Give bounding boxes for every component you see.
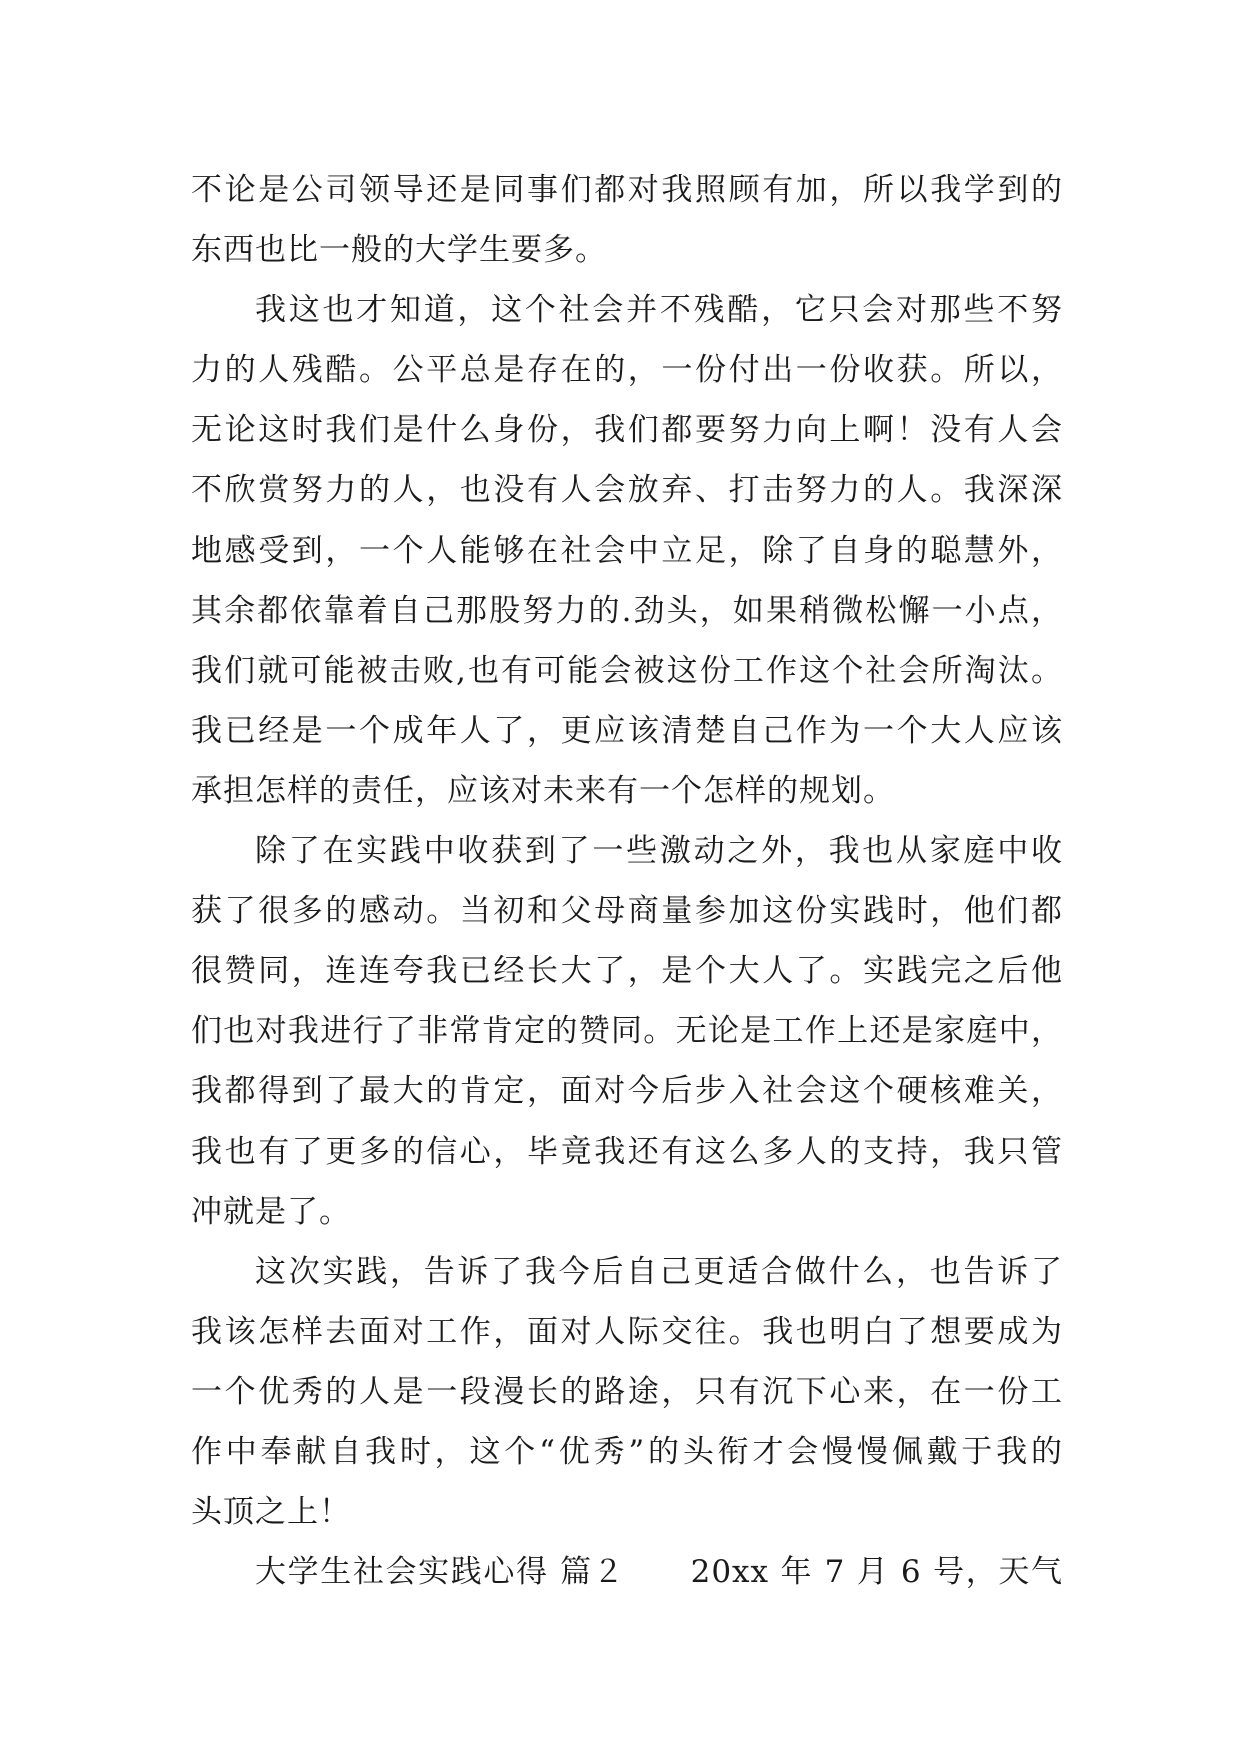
text-line: 其余都依靠着自己那股努力的.劲头，如果稍微松懈一小点， [191,592,1063,629]
text-line: 不论是公司领导还是同事们都对我照顾有加，所以我学到的 [191,172,1063,208]
text-line: 我都得到了最大的肯定，面对今后步入社会这个硬核难关， [191,1073,1063,1110]
text-line: 不欣赏努力的人，也没有人会放弃、打击努力的人。我深深 [191,472,1063,509]
text-line: 一个优秀的人是一段漫长的路途，只有沉下心来，在一份工 [191,1373,1063,1410]
text-line: 力的人残酷。公平总是存在的，一份付出一份收获。所以， [191,352,1063,389]
text-line: 我们就可能被击败,也有可能会被这份工作这个社会所淘汰。 [191,652,1063,689]
text-line: 东西也比一般的大学生要多。 [191,232,607,269]
body-text [191,160,1063,1602]
paragraph-first-line: 我这也才知道，这个社会并不残酷，它只会对那些不努 [255,292,1063,329]
text-line: 们也对我进行了非常肯定的赞同。无论是工作上还是家庭中， [191,1013,1063,1050]
text-line: 地感受到，一个人能够在社会中立足，除了自身的聪慧外， [191,532,1063,569]
text-line: 无论这时我们是什么身份，我们都要努力向上啊！没有人会 [191,412,1063,449]
text-line: 冲就是了。 [191,1193,351,1230]
text-line: 我已经是一个成年人了，更应该清楚自己作为一个大人应该 [191,712,1063,749]
paragraph-first-line: 这次实践，告诉了我今后自己更适合做什么，也告诉了 [255,1253,1063,1290]
text-line: 获了很多的感动。当初和父母商量参加这份实践时，他们都 [191,893,1063,930]
text-line: 承担怎样的责任，应该对未来有一个怎样的规划。 [191,772,895,809]
text-line: 我也有了更多的信心，毕竟我还有这么多人的支持，我只管 [191,1133,1063,1170]
paragraph-first-line: 除了在实践中收获到了一些激动之外，我也从家庭中收 [255,833,1063,870]
text-line: 我该怎样去面对工作，面对人际交往。我也明白了想要成为 [191,1313,1063,1350]
section-heading-line: 大学生社会实践心得 篇２ 20xx 年 7 月 6 号，天气 [255,1554,1063,1591]
text-line: 很赞同，连连夸我已经长大了，是个大人了。实践完之后他 [191,953,1063,990]
text-line: 作中奉献自我时，这个“优秀”的头衔才会慢慢佩戴于我的 [191,1433,1063,1470]
text-line: 头顶之上！ [191,1494,351,1531]
